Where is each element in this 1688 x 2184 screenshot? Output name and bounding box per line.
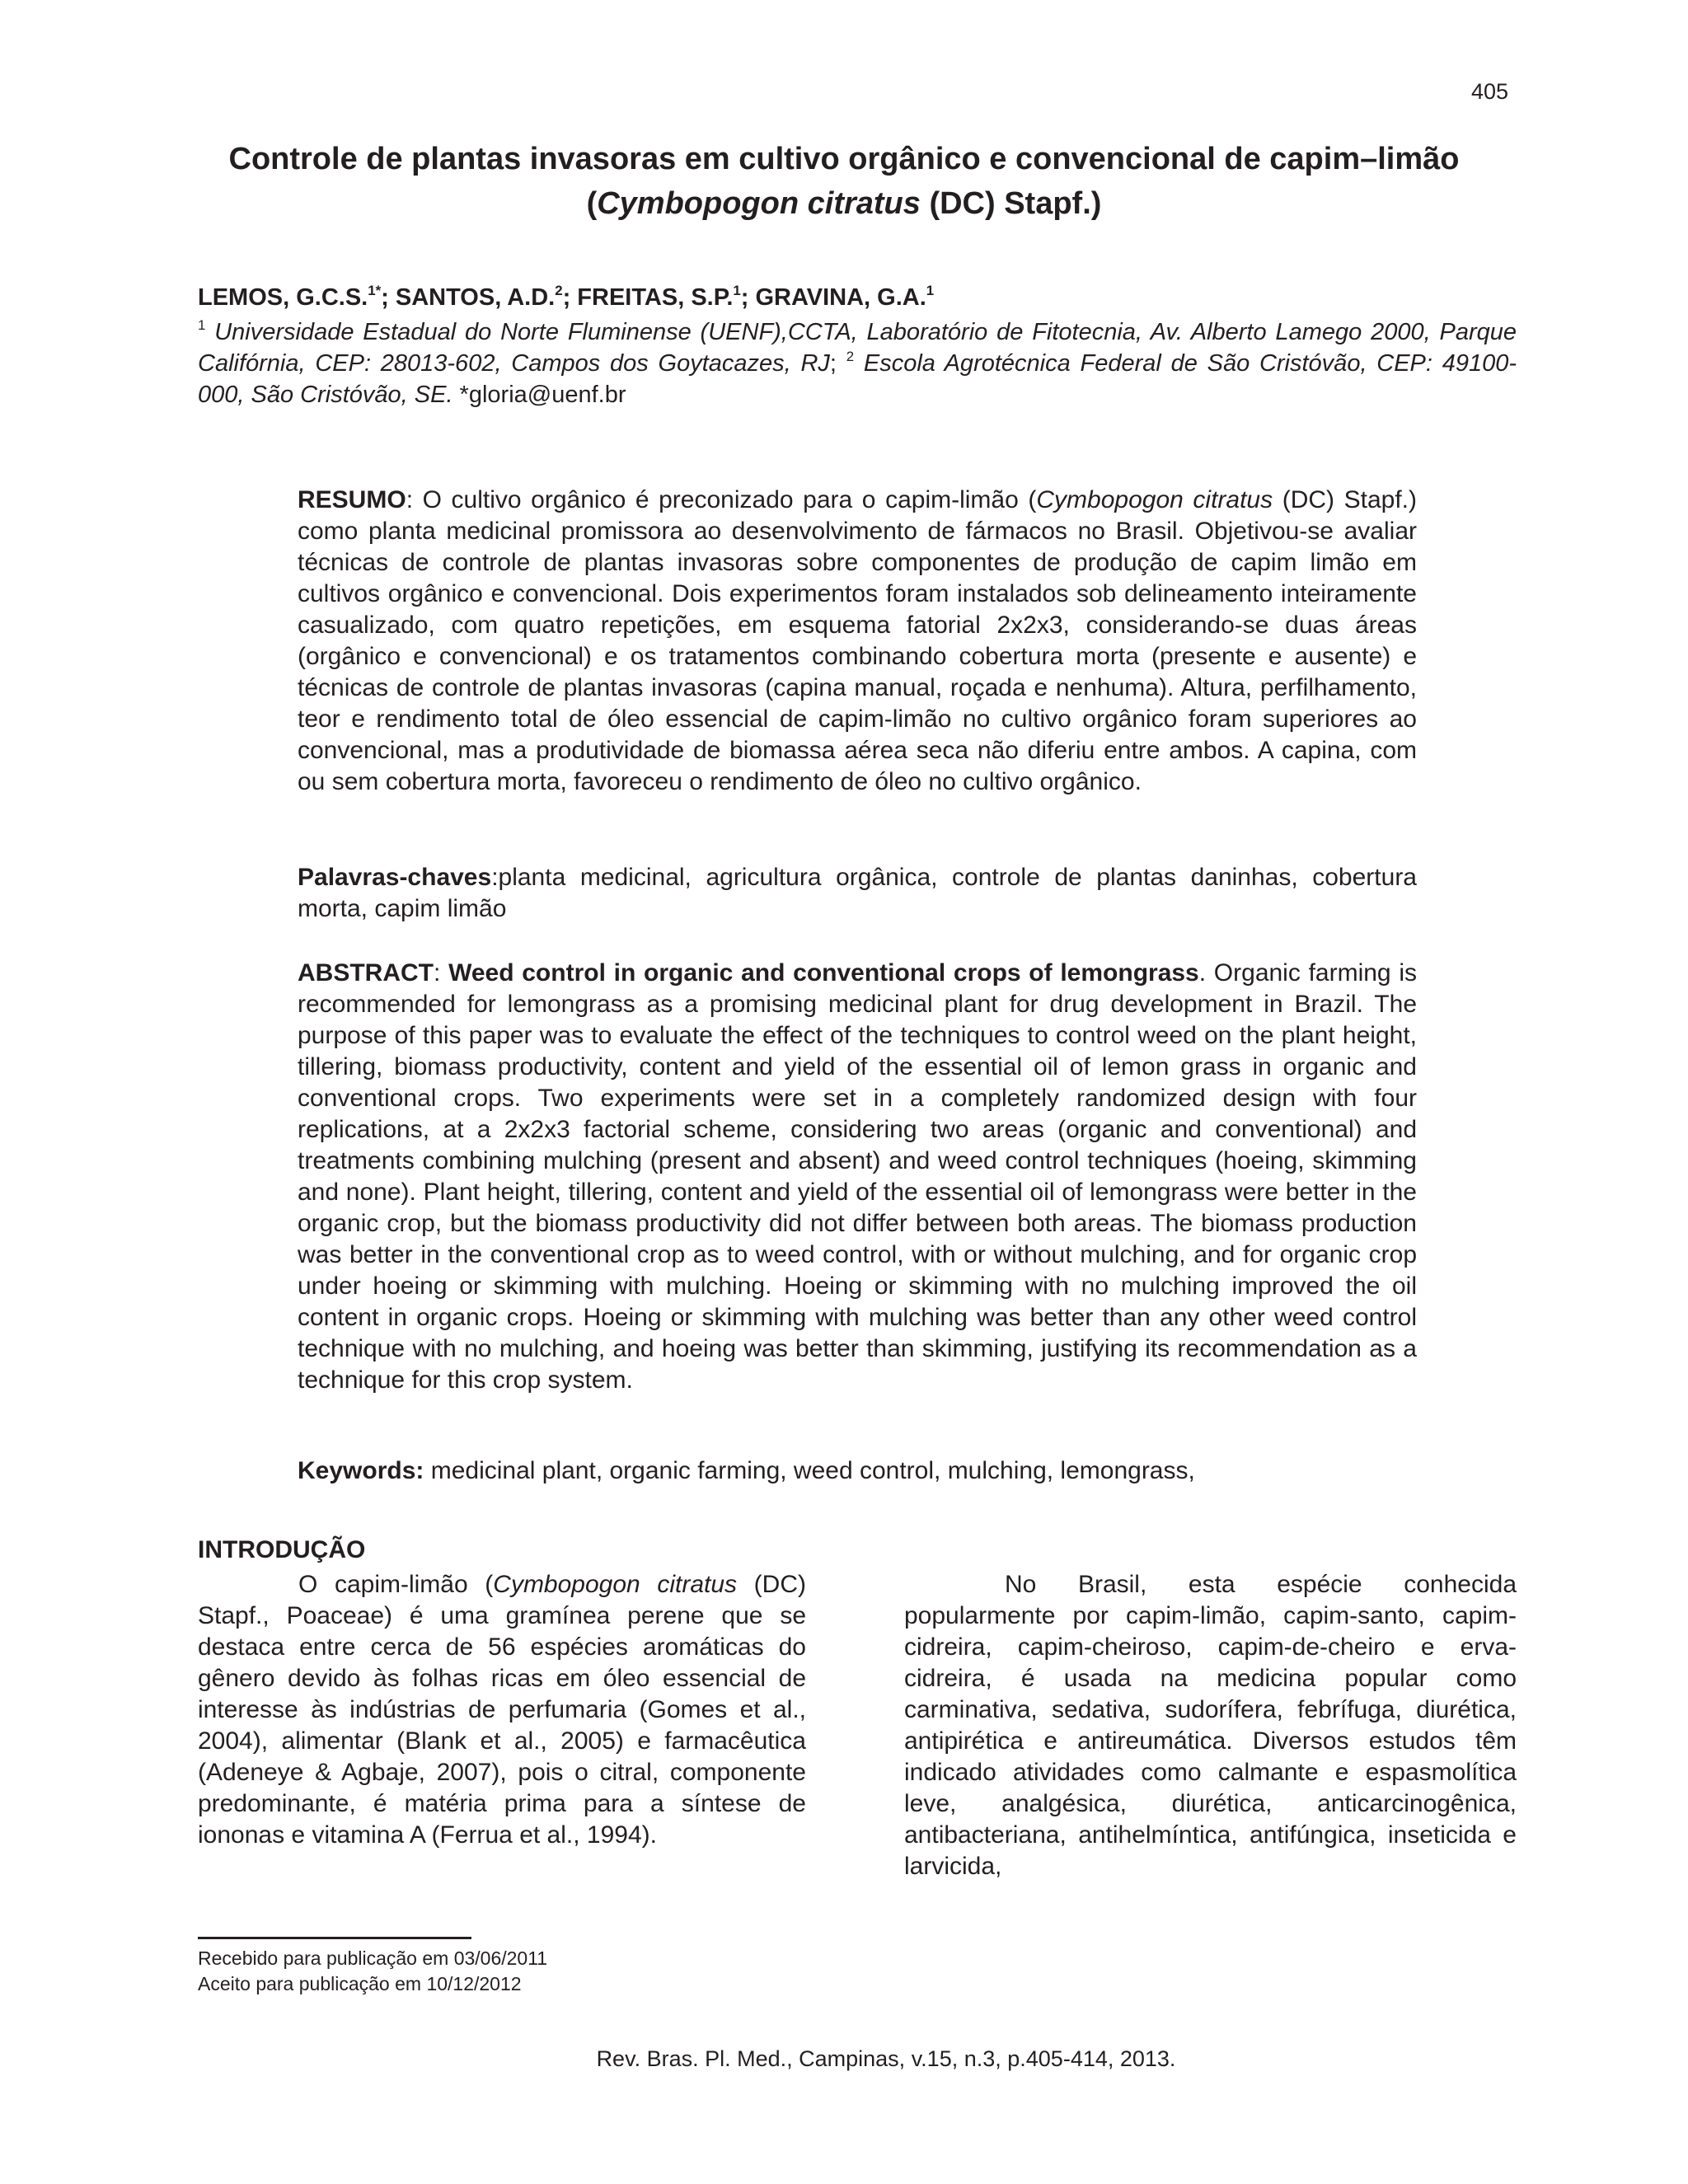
intro-left-paragraph	[198, 1569, 806, 1851]
author-2: ; SANTOS, A.D.	[381, 284, 556, 311]
abstract-sep: :	[434, 959, 449, 987]
affiliations	[198, 316, 1517, 410]
abstract-text: . Organic farming is recommended for lemongrass as a promising medicinal plant for drug development in Brazil. The purpose of this paper was to evaluate the effect of the techniques to control weed on the plant height, tillering, biomass productivity, content and yield of the essential oil of lemon grass in organic and conventional crops. Two experiments were set in a completely randomized design with four replications, at a 2x2x3 factorial scheme, considering two areas (organic and conventional) and treatments combining mulching (present and absent) and weed control techniques (hoeing, skimming and none). Plant height, tillering, content and yield of the essential oil of lemongrass were better in the organic crop, but the biomass productivity did not differ between both areas. The biomass production was better in the conventional crop as to weed control, with or without mulching, and for organic crop under hoeing or skimming with mulching. Hoeing or skimming with no mulching improved the oil content in organic crops. Hoeing or skimming with mulching was better than any other weed control technique with no mulching, and hoeing was better than skimming, justifying its recommendation as a technique for this crop system.	[298, 959, 1417, 1394]
page-number: 405	[1471, 79, 1509, 104]
author-list	[198, 284, 934, 312]
contact-email: *gloria@uenf.br	[452, 382, 626, 408]
title-line1: Controle de plantas invasoras em cultivo orgânico e convencional de capim–limão	[228, 142, 1460, 176]
palavras-label: Palavras-chaves	[298, 864, 492, 891]
journal-citation: Rev. Bras. Pl. Med., Campinas, v.15, n.3, p.405-414, 2013.	[596, 2046, 1176, 2071]
received-date: Recebido para publicação em 03/06/2011	[198, 1947, 548, 1969]
author-3-affil: 1	[733, 283, 741, 299]
author-4: ; GRAVINA, G.A.	[740, 284, 926, 311]
author-2-affil: 2	[555, 283, 563, 299]
resumo-label: RESUMO	[298, 486, 406, 513]
author-1: LEMOS, G.C.S.	[198, 284, 368, 311]
affil-2-marker: 2	[846, 349, 855, 365]
resumo-lead: : O cultivo orgânico é preconizado para o capim-limão (	[406, 486, 1037, 513]
palavras-text: :planta medicinal, agricultura orgânica, controle de plantas daninhas, cobertura morta, capim limão	[298, 864, 1417, 922]
intro-right-column	[904, 1569, 1517, 1882]
resumo-text: (DC) Stapf.) como planta medicinal promissora ao desenvolvimento de fármacos no Brasil. Objetivou-se avaliar técnicas de controle de plantas invasoras sobre componentes de produção de capim limão em cultivos orgânico e convencional. Dois experimentos foram instalados sob delineamento inteiramente casualizado, com quatro repetições, em esquema fatorial 2x2x3, considerando-se duas áreas (orgânico e convencional) e os tratamentos combinando cobertura morta (presente e ausente) e técnicas de controle de plantas invasoras (capina manual, roçada e nenhuma). Altura, perfilhamento, teor e rendimento total de óleo essencial de capim-limão no cultivo orgânico foram superiores ao convencional, mas a produtividade de biomassa aérea seca não diferiu entre ambos. A capina, com ou sem cobertura morta, favoreceu o rendimento de óleo no cultivo orgânico.	[298, 486, 1417, 795]
intro-left-species: Cymbopogon citratus	[493, 1571, 738, 1598]
resumo-paragraph	[298, 485, 1417, 798]
footnote-divider	[198, 1937, 471, 1939]
author-3: ; FREITAS, S.P.	[562, 284, 734, 311]
received-dates	[198, 1946, 547, 1997]
author-1-affil: 1*	[368, 283, 382, 299]
keywords-text: medicinal plant, organic farming, weed control, mulching, lemongrass,	[424, 1457, 1195, 1484]
intro-left-text: (DC) Stapf., Poaceae) é uma gramínea perene que se destaca entre cerca de 56 espécies aromáticas do gênero devido às folhas ricas em óleo essencial de interesse às indústrias de perfumaria (Gomes et al., 2004), alimentar (Blank et al., 2005) e farmacêutica (Adeneye & Agbaje, 2007), pois o citral, componente predominante, é matéria prima para a síntese de iononas e vitamina A (Ferrua et al., 1994).	[198, 1571, 806, 1849]
title-authority: (DC) Stapf.)	[920, 186, 1102, 221]
keywords-label: Keywords:	[298, 1457, 424, 1484]
abstract-paragraph	[298, 958, 1417, 1396]
abstract-label: ABSTRACT	[298, 959, 434, 987]
intro-heading: INTRODUÇÃO	[198, 1536, 366, 1563]
palavras-chaves	[298, 862, 1417, 925]
affil-2-text: Escola Agrotécnica Federal de São Cristóvão, CEP: 49100-000, São Cristóvão, SE.	[198, 350, 1517, 408]
affil-1-marker: 1	[198, 317, 206, 334]
affil-1-text: Universidade Estadual do Norte Fluminense (UENF),CCTA, Laboratório de Fitotecnia, Av. Alberto Lamego 2000, Parque Califórnia, CEP: 28013-602, Campos dos Goytacazes, RJ	[198, 319, 1517, 377]
accepted-date: Aceito para publicação em 10/12/2012	[198, 1973, 522, 1994]
intro-right-paragraph: No Brasil, esta espécie conhecida popularmente por capim-limão, capim-santo, capim-cidreira, capim-cheiroso, capim-de-cheiro e erva-cidreira, é usada na medicina popular como carminativa, sedativa, sudorífera, febrífuga, diurética, antipirética e antireumática. Diversos estudos têm indicado atividades como calmante e espasmolítica leve, analgésica, diurética, anticarcinogênica, antibacteriana, antihelmíntica, antifúngica, inseticida e larvicida,	[904, 1571, 1517, 1880]
abstract-title: Weed control in organic and conventional crops of lemongrass	[448, 959, 1199, 987]
article-title	[165, 137, 1523, 226]
title-open-paren: (	[586, 186, 598, 221]
author-4-affil: 1	[926, 283, 935, 299]
affil-separator: ;	[829, 350, 846, 377]
resumo-species: Cymbopogon citratus	[1036, 486, 1273, 513]
intro-left-column	[198, 1569, 806, 1851]
title-species: Cymbopogon citratus	[597, 186, 921, 221]
intro-left-lead: O capim-limão (	[298, 1571, 494, 1598]
keywords	[298, 1455, 1417, 1487]
